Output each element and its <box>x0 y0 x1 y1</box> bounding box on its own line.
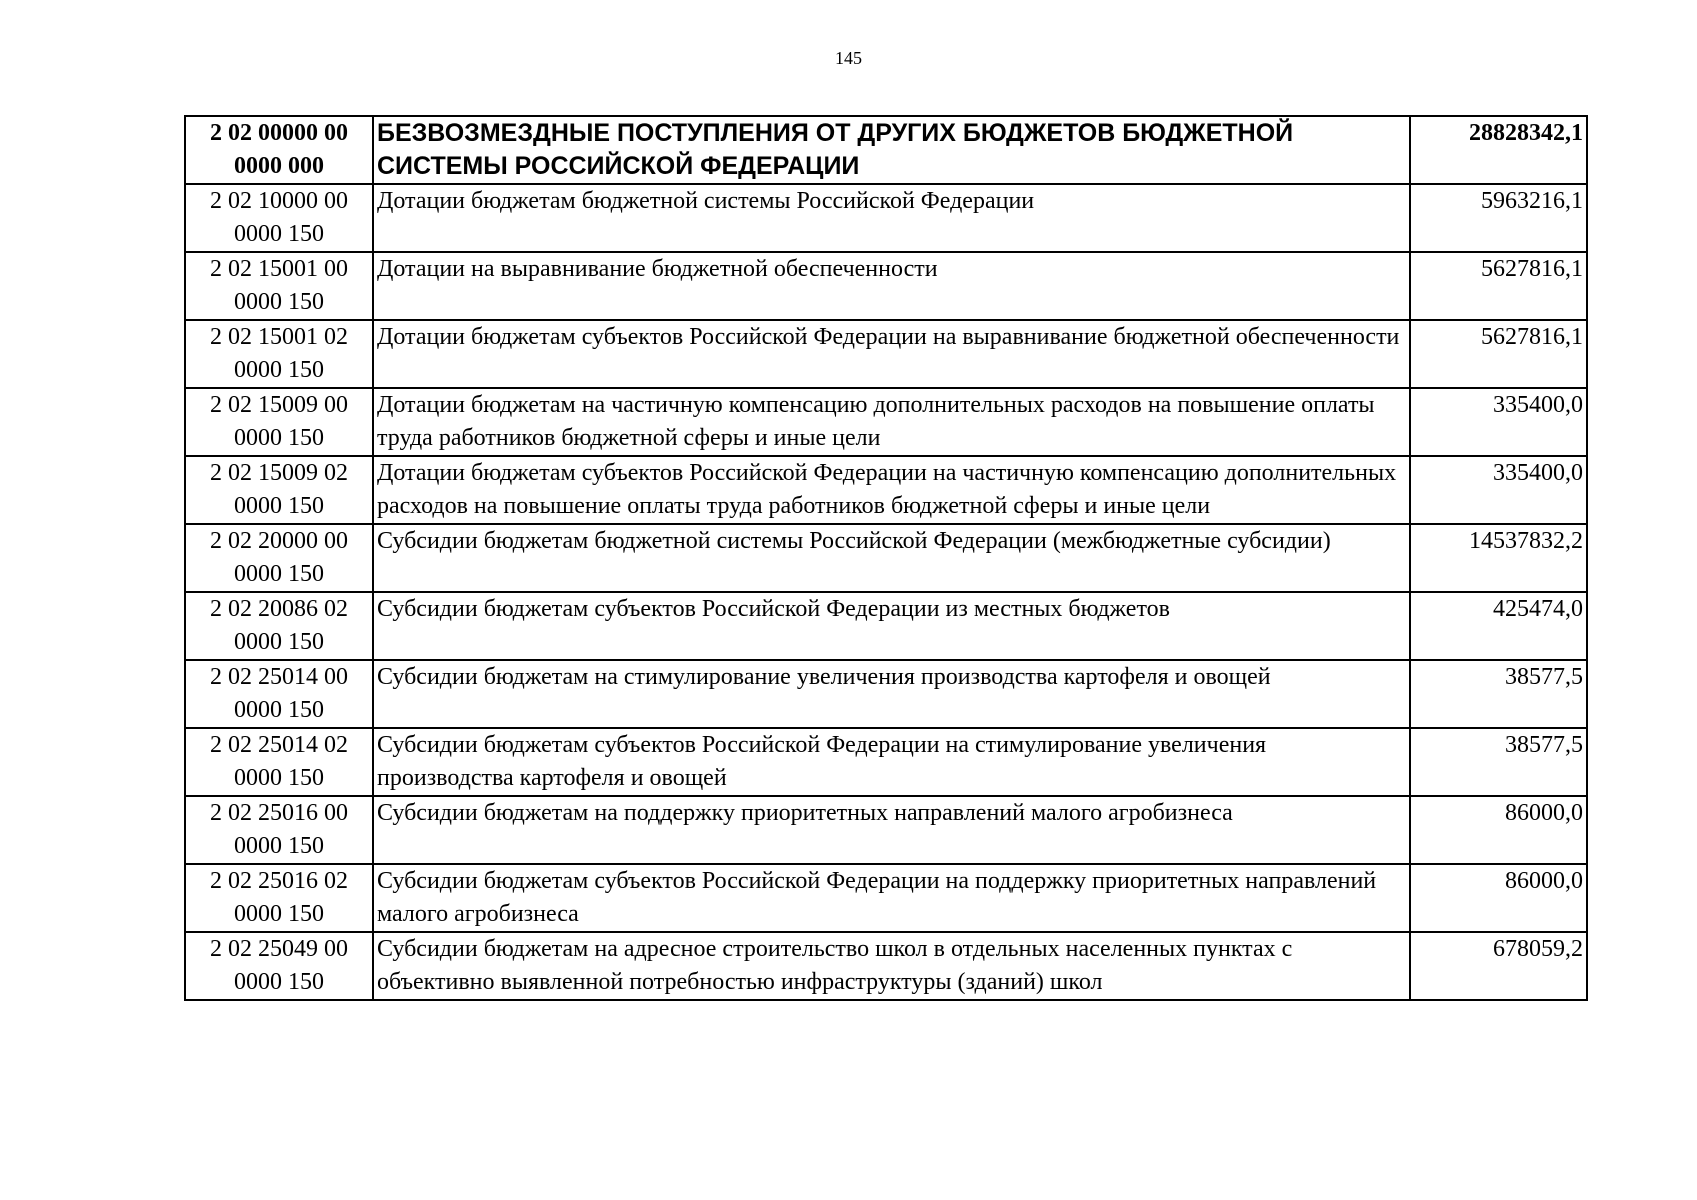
table-row <box>185 932 1587 1000</box>
budget-item-name: Субсидии бюджетам на стимулирование увеличения производства картофеля и овощей <box>373 660 1410 728</box>
table-row <box>185 388 1587 456</box>
budget-amount: 335400,0 <box>1410 456 1587 524</box>
table-row <box>185 524 1587 592</box>
budget-item-name: Дотации бюджетам бюджетной системы Российской Федерации <box>373 184 1410 252</box>
budget-amount: 86000,0 <box>1410 796 1587 864</box>
budget-item-name: БЕЗВОЗМЕЗДНЫЕ ПОСТУПЛЕНИЯ ОТ ДРУГИХ БЮДЖЕТОВ БЮДЖЕТНОЙ СИСТЕМЫ РОССИЙСКОЙ ФЕДЕРАЦИИ <box>373 116 1410 184</box>
budget-code: 2 02 20086 02 0000 150 <box>185 592 373 660</box>
budget-amount: 28828342,1 <box>1410 116 1587 184</box>
table-row <box>185 864 1587 932</box>
budget-code: 2 02 20000 00 0000 150 <box>185 524 373 592</box>
table-row <box>185 252 1587 320</box>
table-row <box>185 796 1587 864</box>
table-row <box>185 660 1587 728</box>
budget-item-name: Дотации бюджетам субъектов Российской Федерации на выравнивание бюджетной обеспеченности <box>373 320 1410 388</box>
budget-item-name: Субсидии бюджетам субъектов Российской Федерации на стимулирование увеличения производства картофеля и овощей <box>373 728 1410 796</box>
budget-item-name: Субсидии бюджетам на адресное строительство школ в отдельных населенных пунктах с объективно выявленной потребностью инфраструктуры (зданий) школ <box>373 932 1410 1000</box>
table-row <box>185 184 1587 252</box>
budget-code: 2 02 25016 00 0000 150 <box>185 796 373 864</box>
budget-amount: 5627816,1 <box>1410 320 1587 388</box>
budget-item-name: Субсидии бюджетам на поддержку приоритетных направлений малого агробизнеса <box>373 796 1410 864</box>
budget-code: 2 02 25049 00 0000 150 <box>185 932 373 1000</box>
budget-item-name: Субсидии бюджетам субъектов Российской Федерации на поддержку приоритетных направлений малого агробизнеса <box>373 864 1410 932</box>
table-row <box>185 456 1587 524</box>
budget-amount: 38577,5 <box>1410 660 1587 728</box>
budget-code: 2 02 15009 02 0000 150 <box>185 456 373 524</box>
budget-amount: 86000,0 <box>1410 864 1587 932</box>
budget-revenue-table <box>184 115 1588 1001</box>
table-row <box>185 320 1587 388</box>
budget-code: 2 02 25016 02 0000 150 <box>185 864 373 932</box>
budget-item-name: Дотации на выравнивание бюджетной обеспеченности <box>373 252 1410 320</box>
budget-item-name: Субсидии бюджетам субъектов Российской Федерации из местных бюджетов <box>373 592 1410 660</box>
budget-item-name: Дотации бюджетам на частичную компенсацию дополнительных расходов на повышение оплаты труда работников бюджетной сферы и иные цели <box>373 388 1410 456</box>
budget-code: 2 02 25014 02 0000 150 <box>185 728 373 796</box>
budget-amount: 335400,0 <box>1410 388 1587 456</box>
budget-code: 2 02 15009 00 0000 150 <box>185 388 373 456</box>
budget-amount: 5627816,1 <box>1410 252 1587 320</box>
table-row <box>185 116 1587 184</box>
budget-amount: 678059,2 <box>1410 932 1587 1000</box>
budget-amount: 14537832,2 <box>1410 524 1587 592</box>
budget-item-name: Субсидии бюджетам бюджетной системы Российской Федерации (межбюджетные субсидии) <box>373 524 1410 592</box>
budget-amount: 38577,5 <box>1410 728 1587 796</box>
budget-amount: 5963216,1 <box>1410 184 1587 252</box>
budget-amount: 425474,0 <box>1410 592 1587 660</box>
table-row <box>185 728 1587 796</box>
table-row <box>185 592 1587 660</box>
budget-code: 2 02 15001 02 0000 150 <box>185 320 373 388</box>
budget-item-name: Дотации бюджетам субъектов Российской Федерации на частичную компенсацию дополнительных расходов на повышение оплаты труда работников бюджетной сферы и иные цели <box>373 456 1410 524</box>
page-number: 145 <box>835 48 862 68</box>
budget-code: 2 02 00000 00 0000 000 <box>185 116 373 184</box>
budget-code: 2 02 10000 00 0000 150 <box>185 184 373 252</box>
budget-code: 2 02 15001 00 0000 150 <box>185 252 373 320</box>
budget-code: 2 02 25014 00 0000 150 <box>185 660 373 728</box>
